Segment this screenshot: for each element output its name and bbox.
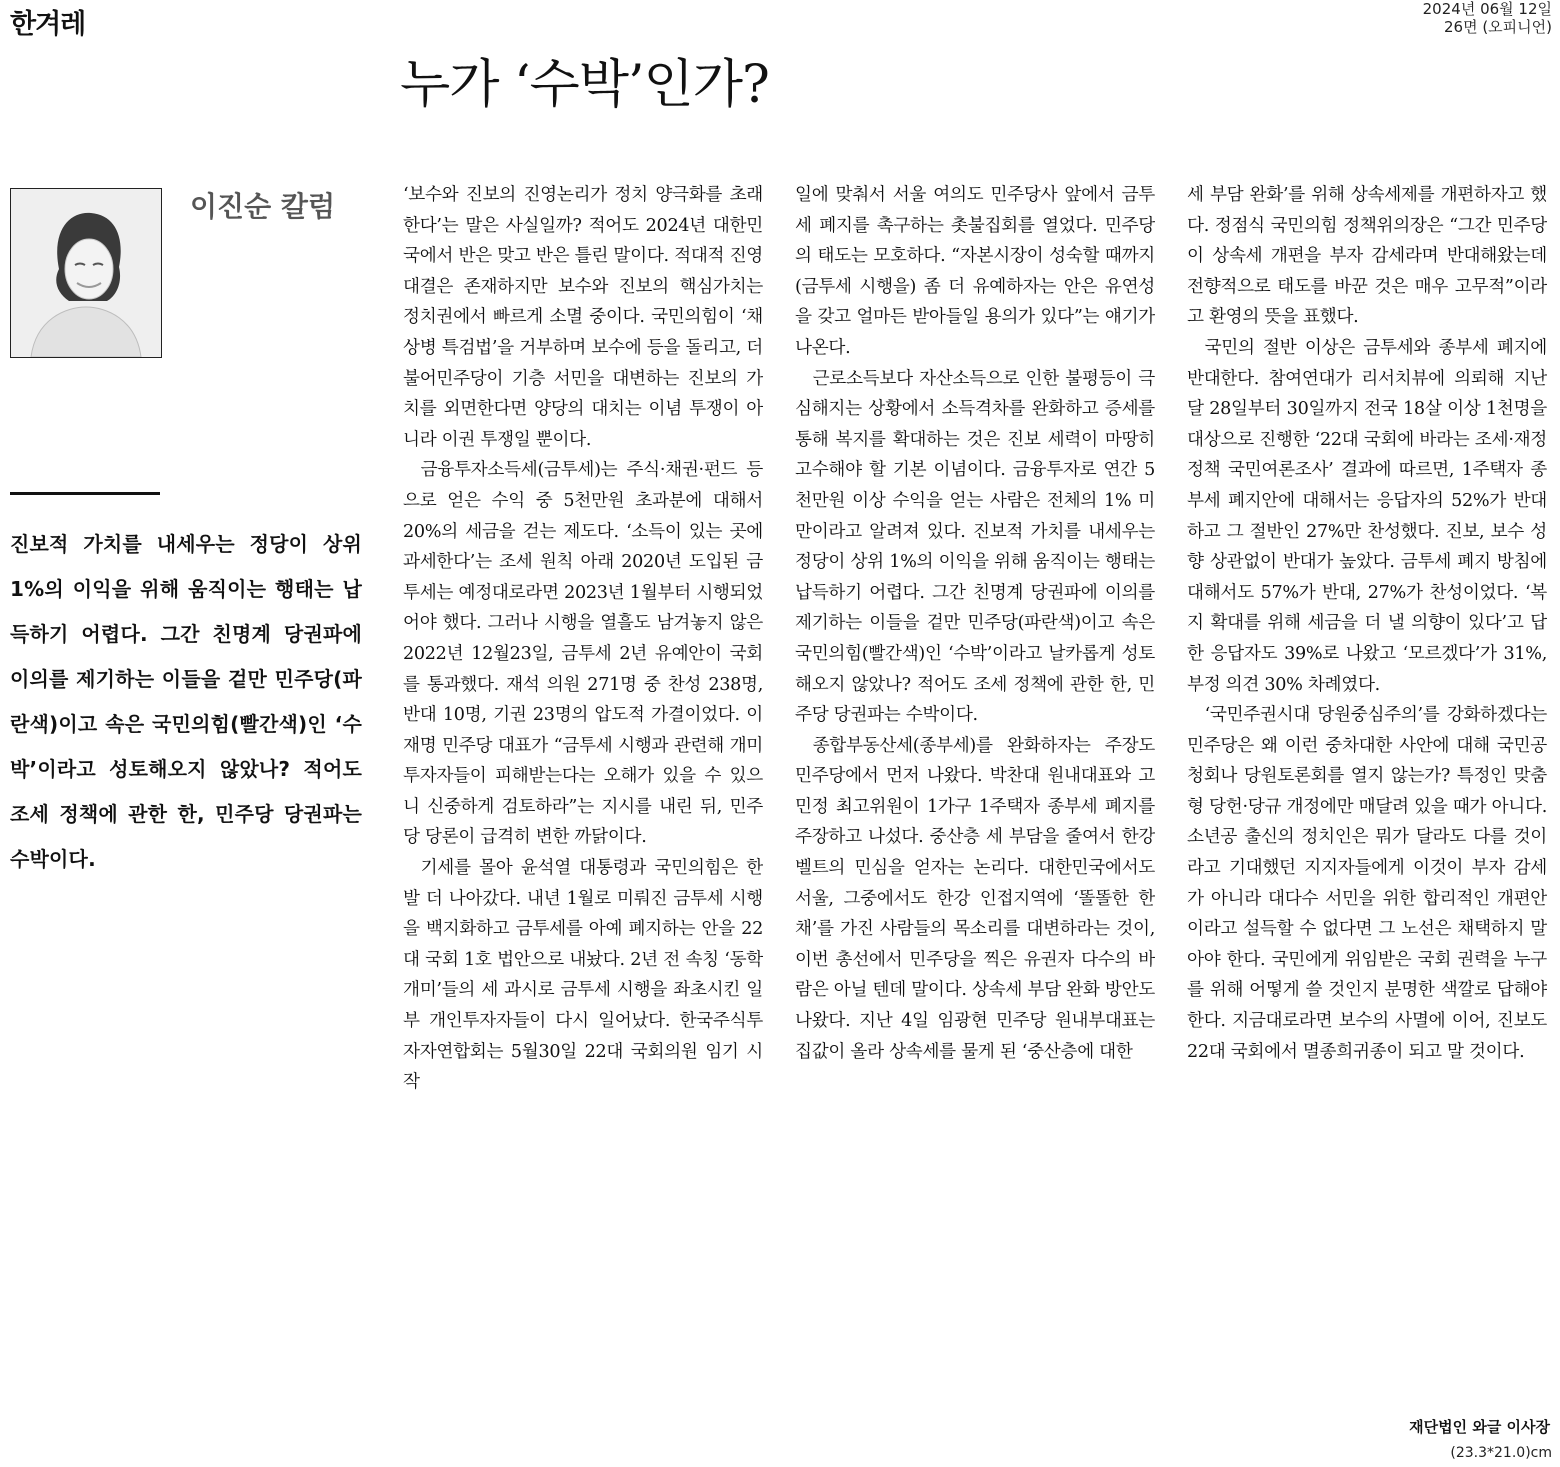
paragraph: ‘국민주권시대 당원중심주의’를 강화하겠다는 민주당은 왜 이런 중차대한 사안에 대해 국민공청회나 당원토론회를 열지 않는가? 특정인 맞춤형 당헌·당규 개정에만 매달려 있을 때가 아니다. 소년공 출신의 정치인은 뭐가 달라도 다를 것이라고 기대했던 지지자들에게 이것이 부자 감세가 아니라 대다수 서민을 위한 합리적인 개편안이라고 설득할 수 없다면 그 노선은 채택하지 말아야 한다. 국민에게 위임받은 국회 권력을 누구를 위해 어떻게 쓸 것인지 분명한 색깔로 답해야 한다. 지금대로라면 보수의 사멸에 이어, 진보도 22대 국회에서 멸종희귀종이 되고 말 것이다. xyxy=(1187,705,1547,1062)
article-meta xyxy=(1423,0,1552,36)
portrait-image xyxy=(11,189,161,357)
author-title: 재단법인 와글 이사장 xyxy=(1409,1418,1550,1436)
column-title: 이진순 칼럼 xyxy=(190,190,335,223)
paragraph: 일에 맞춰서 서울 여의도 민주당사 앞에서 금투세 폐지를 촉구하는 촛불집회를 열었다. 민주당의 태도는 모호하다. “자본시장이 성숙할 때까지 (금투세 시행을) 좀 더 유예하자는 안은 유연성을 갖고 얼마든 받아들일 용의가 있다”는 얘기가 나온다. xyxy=(795,185,1155,358)
paragraph: 근로소득보다 자산소득으로 인한 불평등이 극심해지는 상황에서 소득격차를 완화하고 증세를 통해 복지를 확대하는 것은 진보 세력이 마땅히 고수해야 할 기본 이념이다. 금융투자로 연간 5천만원 이상 수익을 얻는 사람은 전체의 1% 미만이라고 알려져 있다. 진보적 가치를 내세우는 정당이 상위 1%의 이익을 위해 움직이는 행태는 납득하기 어렵다. 그간 친명계 당권파에 이의를 제기하는 이들을 겉만 민주당(파란색)이고 속은 국민의힘(빨간색)인 ‘수박’이라고 날카롭게 성토해오지 않았나? 적어도 조세 정책에 관한 한, 민주당 당권파는 수박이다. xyxy=(795,368,1155,726)
paragraph: 기세를 몰아 윤석열 대통령과 국민의힘은 한발 더 나아갔다. 내년 1월로 미뤄진 금투세 시행을 백지화하고 금투세를 아예 폐지하는 안을 22대 국회 1호 법안으로 내놨다. 2년 전 속칭 ‘동학개미’들의 세 과시로 금투세 시행을 좌초시킨 일부 개인투자자들이 다시 일어났다. 한국주식투자자연합회는 5월30일 22대 국회의원 임기 시작 xyxy=(403,858,763,1093)
newspaper-logo: 한겨레 xyxy=(10,9,86,40)
paragraph: ‘보수와 진보의 진영논리가 정치 양극화를 초래한다’는 말은 사실일까? 적어도 2024년 대한민국에서 반은 맞고 반은 틀린 말이다. 적대적 진영 대결은 존재하지만 보수와 진보의 핵심가치는 정치권에서 빠르게 소멸 중이다. 국민의힘이 ‘채 상병 특검법’을 거부하며 보수에 등을 돌리고, 더불어민주당이 기층 서민을 대변하는 진보의 가치를 외면한다면 양당의 대치는 이념 투쟁이 아니라 이권 투쟁일 뿐이다. xyxy=(403,185,763,450)
paragraph: 국민의 절반 이상은 금투세와 종부세 폐지에 반대한다. 참여연대가 리서치뷰에 의뢰해 지난달 28일부터 30일까지 전국 18살 이상 1천명을 대상으로 진행한 ‘22대 국회에 바라는 조세·재정 정책 국민여론조사’ 결과에 따르면, 1주택자 종부세 폐지안에 대해서는 응답자의 52%가 반대하고 그 절반인 27%만 찬성했다. 진보, 보수 성향 상관없이 반대가 높았다. 금투세 폐지 방침에 대해서도 57%가 반대, 27%가 찬성이었다. ‘복지 확대를 위해 세금을 더 낼 의향이 있다’고 답한 응답자도 39%로 나왔고 ‘모르겠다’가 31%, 부정 의견 30% 차례였다. xyxy=(1187,337,1547,695)
article-column-1 xyxy=(403,180,763,1440)
page-section: 26면 (오피니언) xyxy=(1443,18,1552,36)
clipping-size: (23.3*21.0)cm xyxy=(1450,1445,1552,1461)
headline: 누가 ‘수박’인가? xyxy=(400,55,769,115)
article-column-3 xyxy=(1187,180,1547,1440)
article-column-2 xyxy=(795,180,1155,1440)
pull-quote-rule xyxy=(10,492,160,495)
pull-quote: 진보적 가치를 내세우는 정당이 상위 1%의 이익을 위해 움직이는 행태는 납득하기 어렵다. 그간 친명계 당권파에 이의를 제기하는 이들을 겉만 민주당(파란색)이고 속은 국민의힘(빨간색)인 ‘수박’이라고 성토해오지 않았나? 적어도 조세 정책에 관한 한, 민주당 당권파는 수박이다. xyxy=(10,532,362,871)
paragraph: 금융투자소득세(금투세)는 주식·채권·펀드 등으로 얻은 수익 중 5천만원 초과분에 대해서 20%의 세금을 걷는 제도다. ‘소득이 있는 곳에 과세한다’는 조세 원칙 아래 2020년 도입된 금투세는 예정대로라면 2023년 1월부터 시행되었어야 했다. 그러나 시행을 열흘도 남겨놓지 않은 2022년 12월23일, 금투세 2년 유예안이 국회를 통과했다. 재석 의원 271명 중 찬성 238명, 반대 10명, 기권 23명의 압도적 가결이었다. 이재명 민주당 대표가 “금투세 시행과 관련해 개미투자자들이 피해받는다는 오해가 있을 수 있으니 신중하게 검토하라”는 지시를 내린 뒤, 민주당 당론이 급격히 변한 까닭이다. xyxy=(403,460,763,848)
author-photo xyxy=(10,188,162,358)
paragraph: 종합부동산세(종부세)를 완화하자는 주장도 민주당에서 먼저 나왔다. 박찬대 원내대표와 고민정 최고위원이 1가구 1주택자 종부세 폐지를 주장하고 나섰다. 중산층 세 부담을 줄여서 한강벨트의 민심을 얻자는 논리다. 대한민국에서도 서울, 그중에서도 한강 인접지역에 ‘똘똘한 한채’를 가진 사람들의 목소리를 대변하라는 것이, 이번 총선에서 민주당을 찍은 유권자 다수의 바람은 아닐 텐데 말이다. 상속세 부담 완화 방안도 나왔다. 지난 4일 임광현 민주당 원내부대표는 집값이 올라 상속세를 물게 된 ‘중산층에 대한 xyxy=(795,735,1155,1062)
paragraph: 세 부담 완화’를 위해 상속세제를 개편하자고 했다. 정점식 국민의힘 정책위의장은 “그간 민주당이 상속세 개편을 부자 감세라며 반대해왔는데 전향적으로 태도를 바꾼 것은 매우 고무적”이라고 환영의 뜻을 표했다. xyxy=(1187,185,1547,328)
publish-date: 2024년 06월 12일 xyxy=(1422,0,1552,18)
